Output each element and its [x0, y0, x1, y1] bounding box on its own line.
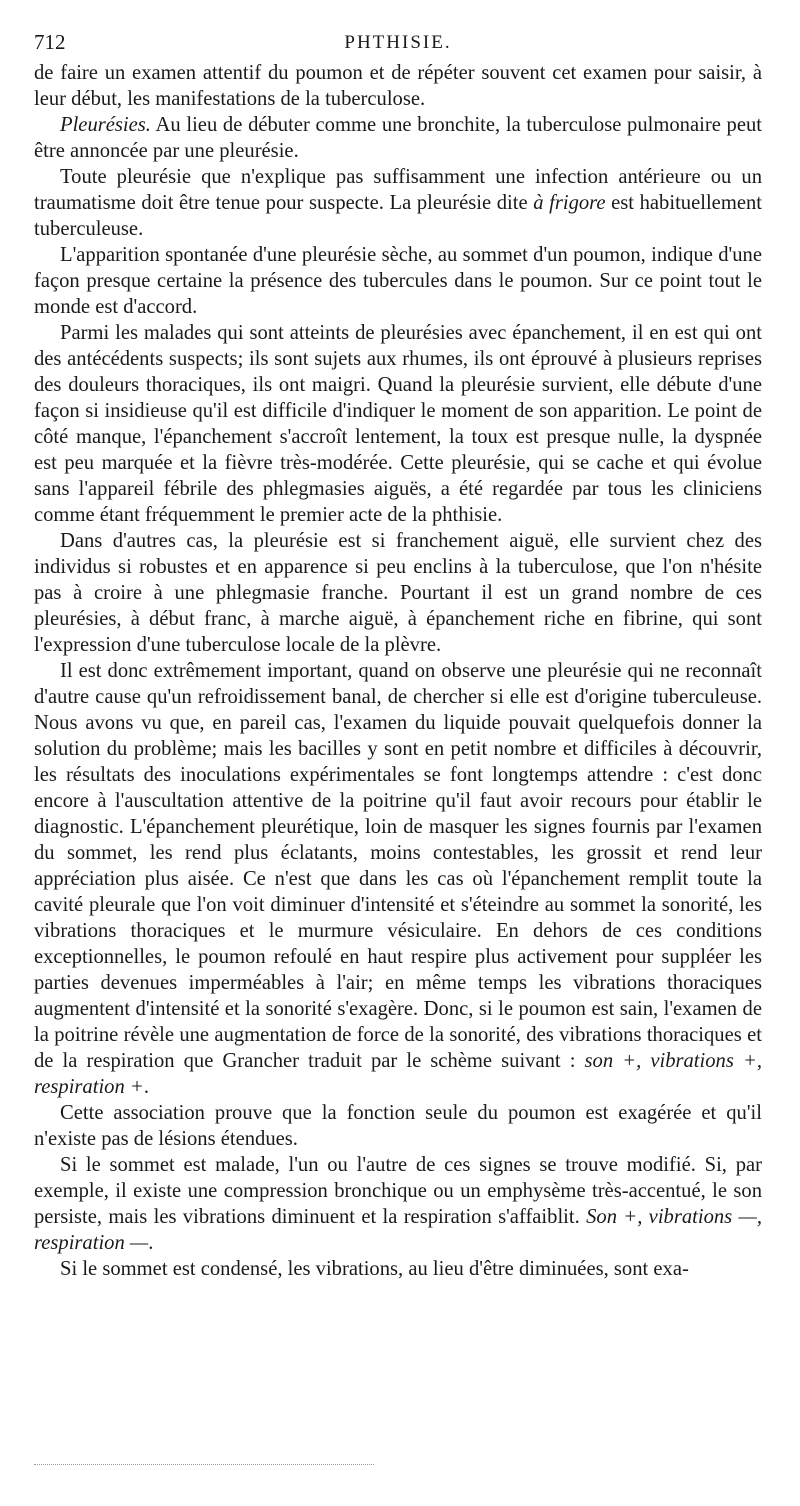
text-segment: de faire un examen attentif du poumon et de répéter souvent cet examen pour saisir, à leur début, les manifestations de la tuberculose. — [34, 62, 762, 110]
italic-text: Son +, vibrations —, respiration — — [34, 1206, 762, 1254]
text-segment: Il est donc extrêmement important, quand on observe une pleurésie qui ne reconnaît d'autre cause qu'un refroidissement banal, de chercher si elle est d'origine tuberculeuse. Nous avons vu que, en pareil cas, l'examen du liquide pouvait quelquefois donner la solution du problème; mais les bacilles y sont en petit nombre et difficiles à découvrir, les résultats des inoculations expérimentales se font longtemps attendre : c'est donc encore à l'auscultation attentive de la poitrine qu'il faut avoir recours pour établir le diagnostic. L'épanchement pleurétique, loin de masquer les signes fournis par l'examen du sommet, les rend plus éclatants, moins contestables, les grossit et rend leur appréciation plus aisée. Ce n'est que dans les cas où l'épanchement remplit toute la cavité pleurale que l'on voit diminuer d'intensité et s'éteindre au sommet la sonorité, les vibrations thoraciques et le murmure vésiculaire. En dehors de ces conditions exceptionnelles, le poumon refoulé en haut respire plus activement pour suppléer les parties devenues imperméables à l'air; en même temps les vibrations thoraciques augmentent d'intensité et la sonorité s'exagère. Donc, si le poumon est sain, l'examen de la poitrine révèle une augmentation de force de la sonorité, des vibrations thoraciques et de la respiration que Grancher traduit par le schème suivant : — [34, 660, 762, 1072]
paragraph — [34, 1152, 762, 1256]
book-page — [34, 26, 762, 1282]
paragraph — [34, 528, 762, 658]
paragraph — [34, 1256, 762, 1282]
text-segment: Dans d'autres cas, la pleurésie est si franchement aiguë, elle survient chez des individus si robustes et en apparence si peu enclins à la tuberculose, que l'on n'hésite pas à croire à une phlegmasie franche. Pourtant il est un grand nombre de ces pleurésies, à début franc, à marche aiguë, à épanchement riche en fibrine, qui sont l'expression d'une tuberculose locale de la plèvre. — [34, 530, 762, 656]
italic-text: son +, vibrations +, respiration + — [34, 1050, 762, 1098]
footer-dotted-rule — [34, 1464, 374, 1465]
paragraph — [34, 658, 762, 1100]
text-segment: Parmi les malades qui sont atteints de pleurésies avec épanchement, il en est qui ont des antécédents suspects; ils sont sujets aux rhumes, ils ont éprouvé à plusieurs reprises des douleurs thoraciques, ils ont maigri. Quand la pleurésie survient, elle débute d'une façon si insidieuse qu'il est difficile d'indiquer le moment de son apparition. Le point de côté manque, l'épanchement s'accroît lentement, la toux est presque nulle, la dyspnée est peu marquée et la fièvre très-modérée. Cette pleurésie, qui se cache et qui évolue sans l'appareil fébrile des phlegmasies aiguës, a été regardée par tous les cliniciens comme étant fréquemment le premier acte de la phthisie. — [34, 322, 762, 526]
italic-text: à frigore — [533, 192, 606, 214]
body-text — [34, 60, 762, 1282]
paragraph — [34, 242, 762, 320]
paragraph — [34, 164, 762, 242]
running-title: PHTHISIE. — [344, 32, 452, 53]
text-segment: L'apparition spontanée d'une pleurésie sèche, au sommet d'un poumon, indique d'une façon presque certaine la présence des tubercules dans le poumon. Sur ce point tout le monde est d'accord. — [34, 244, 762, 318]
text-segment: Si le sommet est condensé, les vibrations, au lieu d'être diminuées, sont exa- — [60, 1258, 689, 1280]
text-segment: Si le sommet est malade, l'un ou l'autre de ces signes se trouve modifié. Si, par exemple, il existe une compression bronchique ou un emphysème très-accentué, le son persiste, mais les vibrations diminuent et la respiration s'affaiblit. — [34, 1154, 762, 1228]
paragraph — [34, 112, 762, 164]
paragraph — [34, 1100, 762, 1152]
page-number: 712 — [34, 30, 66, 54]
text-segment: Cette association prouve que la fonction seule du poumon est exagérée et qu'il n'existe pas de lésions étendues. — [34, 1102, 762, 1150]
paragraph — [34, 320, 762, 528]
text-segment: Toute pleurésie que n'explique pas suffisamment une infection antérieure ou un traumatisme doit être tenue pour suspecte. La pleurésie dite — [34, 166, 762, 214]
text-segment: . — [148, 1232, 154, 1254]
italic-text: Pleurésies. — [60, 114, 151, 136]
running-head — [34, 26, 762, 60]
text-segment: Au lieu de débuter comme une bronchite, la tuberculose pulmonaire peut être annoncée par une pleurésie. — [34, 114, 762, 162]
text-segment: est habituellement tuberculeuse. — [34, 192, 762, 240]
text-segment: . — [143, 1076, 149, 1098]
paragraph — [34, 60, 762, 112]
